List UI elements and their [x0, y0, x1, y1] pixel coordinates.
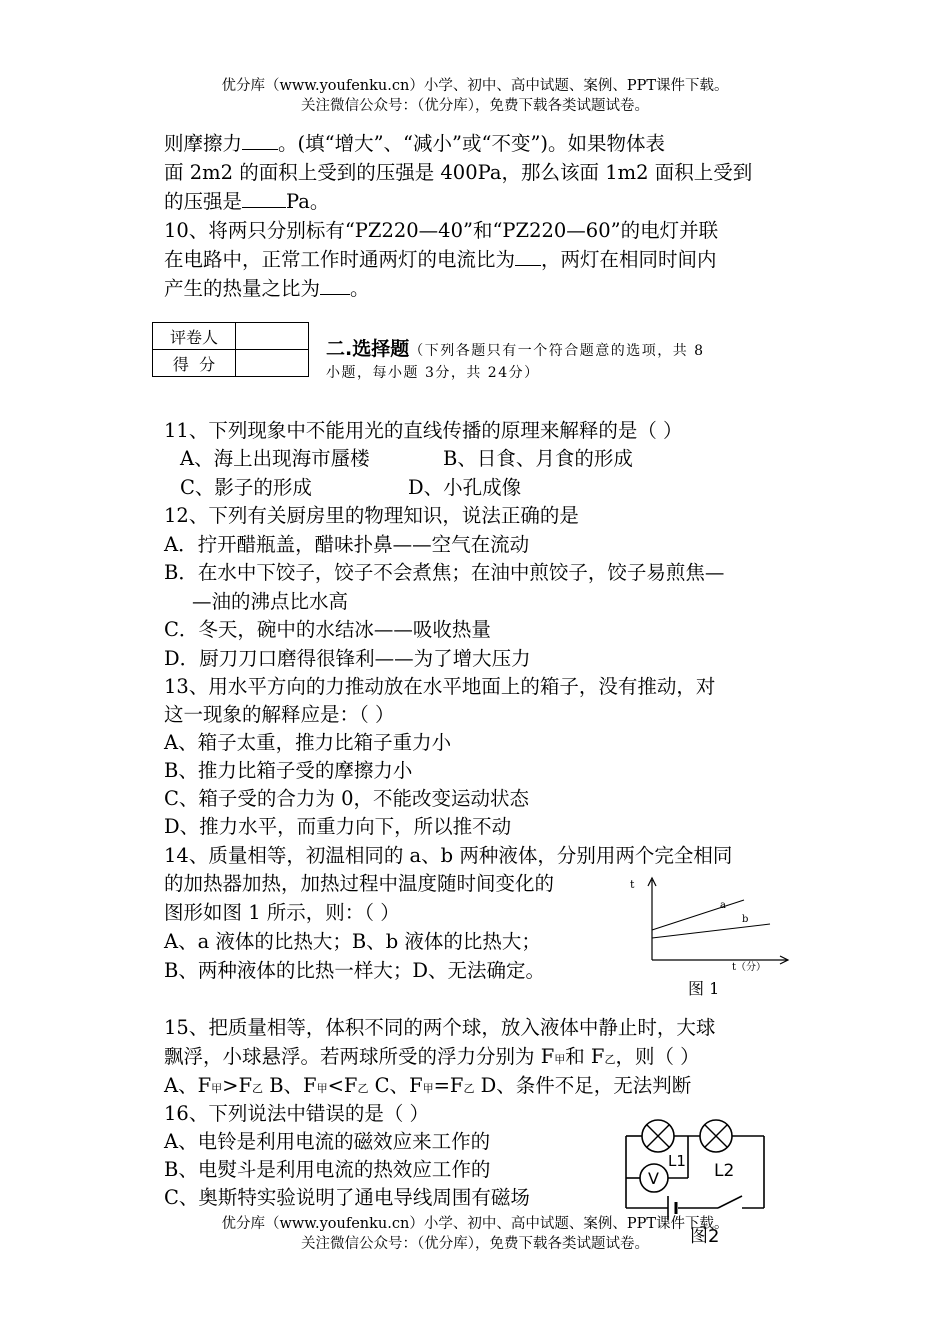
section-note-2: 小题，每小题 3分，共 24分） [326, 365, 540, 381]
lamp-L1-label: L1 [668, 1152, 686, 1170]
footer-line-1: 优分库（www.youfenku.cn）小学、初中、高中试题、案例、PPT课件下载。 [221, 1216, 729, 1232]
q13-option-b: B、推力比箱子受的摩擦力小 [164, 759, 413, 782]
lamp-L2 [700, 1120, 732, 1152]
q15-line-1: 15、把质量相等，体积不同的两个球，放入液体中静止时，大球 [164, 1016, 716, 1039]
q14-options-ab: A、a 液体的比热大；B、b 液体的比热大； [164, 930, 541, 953]
q12-option-b-line-1: B．在水中下饺子，饺子不会煮焦；在油中煎饺子，饺子易煎焦— [164, 561, 725, 584]
header-line-1: 优分库（www.youfenku.cn）小学、初中、高中试题、案例、PPT课件下载。 [221, 78, 729, 94]
q11-option-d: D、小孔成像 [408, 476, 522, 499]
q12-option-c: C．冬天，碗中的水结冰——吸收热量 [164, 618, 491, 641]
q10-line-3: 产生的热量之比为 。 [164, 277, 370, 300]
lamp-L2-label: L2 [714, 1161, 735, 1181]
score-table [152, 322, 309, 377]
answer-blank[interactable] [320, 276, 350, 295]
q11-option-b: B、日食、月食的形成 [443, 447, 633, 470]
line-b [652, 924, 770, 938]
q15-options: A、F甲>F乙 B、F甲<F乙 C、F甲=F乙 D、条件不足，无法判断 [164, 1074, 692, 1097]
q11-stem: 11、下列现象中不能用光的直线传播的原理来解释的是（ ） [164, 419, 683, 442]
q13-option-c: C、箱子受的合力为 0，不能改变运动状态 [164, 787, 530, 810]
q16-option-b: B、电熨斗是利用电流的热效应工作的 [164, 1158, 491, 1181]
figure-2-caption: 图2 [690, 1226, 720, 1247]
figure-1 [620, 872, 800, 1006]
q14-options-cd: B、两种液体的比热一样大；D、无法确定。 [164, 959, 545, 982]
q9-line-2: 面 2m2 的面积上受到的压强是 400Pa，那么该面 1m2 面积上受到 [164, 161, 753, 184]
header-line-2: 关注微信公众号：（优分库），免费下载各类试题试卷。 [301, 98, 649, 114]
q12-option-d: D．厨刀刀口磨得很锋利——为了增大压力 [164, 647, 531, 670]
line-b-label: b [742, 914, 749, 925]
answer-blank[interactable] [242, 189, 286, 208]
score-cell[interactable] [236, 350, 309, 377]
figure-1-caption: 图 1 [688, 979, 720, 998]
answer-blank[interactable] [515, 247, 541, 266]
q12-option-a: A．拧开醋瓶盖，醋味扑鼻——空气在流动 [164, 533, 530, 556]
q14-line-3: 图形如图 1 所示，则：（ ） [164, 901, 400, 924]
x-axis-label: t（分） [732, 962, 767, 973]
q16-option-c: C、奥斯特实验说明了通电导线周围有磁场 [164, 1186, 530, 1209]
footer-line-2: 关注微信公众号：（优分库），免费下载各类试题试卷。 [301, 1236, 649, 1252]
line-a-label: a [720, 900, 726, 911]
q13-option-a: A、箱子太重，推力比箱子重力小 [164, 731, 452, 754]
q9-line-3: 的压强是 Pa。 [164, 190, 330, 213]
q11-option-c: C、影子的形成 [180, 476, 312, 499]
q15-line-2: 飘浮，小球悬浮。若两球所受的浮力分别为 F甲和 F乙，则（ ） [164, 1045, 700, 1068]
y-axis-label: t [630, 878, 635, 891]
q14-line-2: 的加热器加热，加热过程中温度随时间变化的 [164, 872, 555, 895]
q10-line-2: 在电路中，正常工作时通两灯的电流比为 ，两灯在相同时间内 [164, 248, 717, 271]
q14-line-1: 14、质量相等，初温相同的 a、b 两种液体，分别用两个完全相同 [164, 844, 733, 867]
lamp-L1 [642, 1120, 674, 1152]
q10-line-1: 10、将两只分别标有“PZ220—40”和“PZ220—60”的电灯并联 [164, 219, 719, 242]
q16-option-a: A、电铃是利用电流的磁效应来工作的 [164, 1130, 491, 1153]
q13-line-1: 13、用水平方向的力推动放在水平地面上的箱子，没有推动，对 [164, 675, 716, 698]
q12-option-b-line-2: —油的沸点比水高 [192, 590, 349, 613]
q13-option-d: D、推力水平，而重力向下，所以推不动 [164, 815, 512, 838]
score-label: 得 分 [153, 350, 236, 377]
answer-blank[interactable] [242, 131, 278, 150]
q16-stem: 16、下列说法中错误的是（ ） [164, 1102, 430, 1125]
q12-stem: 12、下列有关厨房里的物理知识，说法正确的是 [164, 504, 579, 527]
grader-label: 评卷人 [153, 323, 236, 350]
q13-line-2: 这一现象的解释应是：（ ） [164, 703, 395, 726]
q9-line-1: 则摩擦力 。(填“增大”、“减小”或“不变”)。如果物体表 [164, 132, 666, 155]
section-title: 二.选择题（下列各题只有一个符合题意的选项，共 8 [326, 338, 705, 360]
voltmeter-label: V [648, 1169, 659, 1188]
section-note-1: （下列各题只有一个符合题意的选项，共 8 [409, 343, 705, 359]
q11-option-a: A、海上出现海市蜃楼 [180, 447, 370, 470]
line-a [652, 900, 744, 930]
grader-cell[interactable] [236, 323, 309, 350]
